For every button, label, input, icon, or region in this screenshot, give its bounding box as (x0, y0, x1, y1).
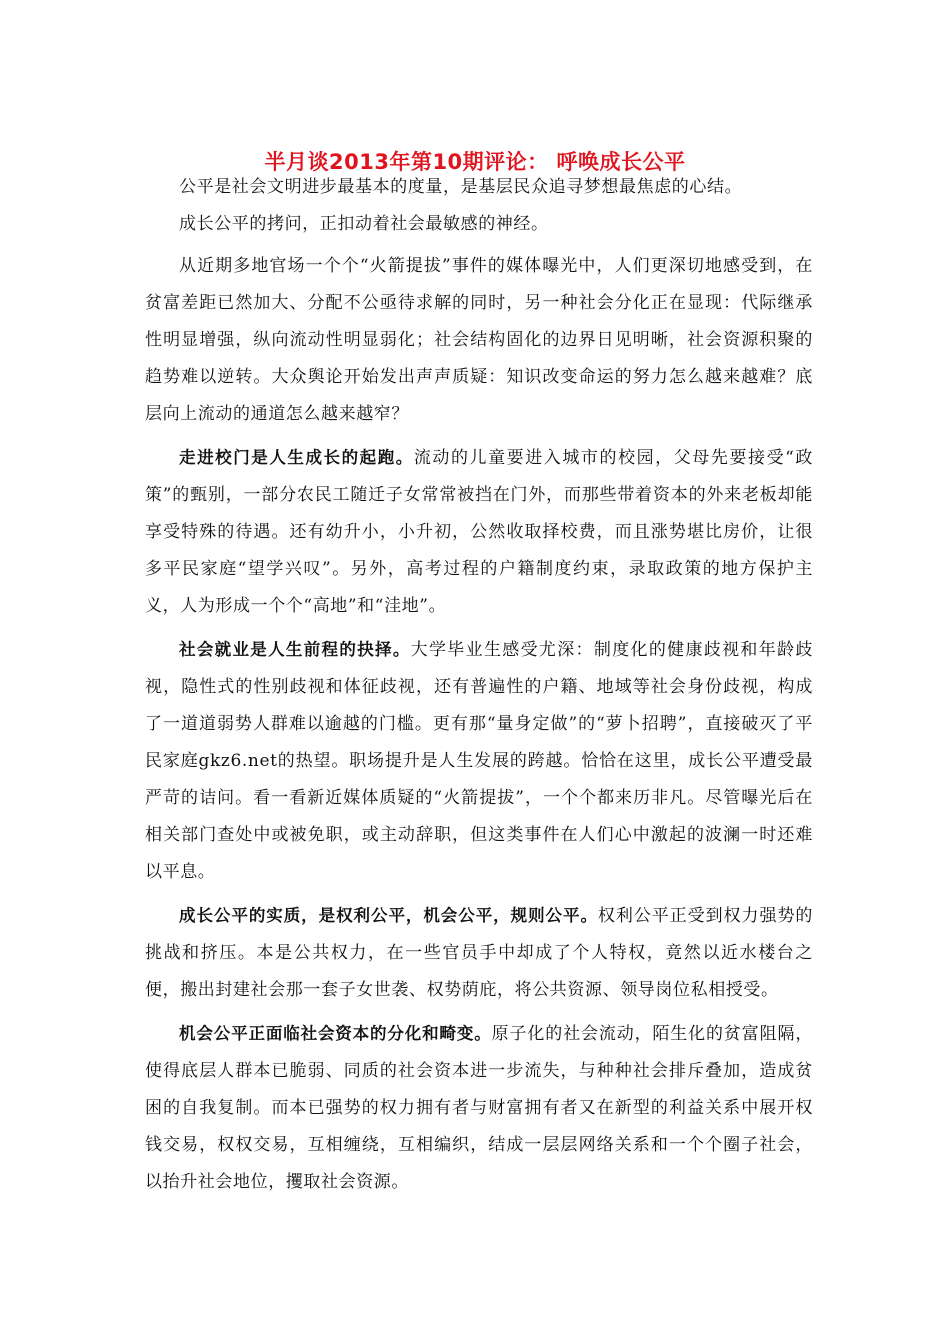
paragraph-2-text: 成长公平的拷问，正扣动着社会最敏感的神经。 (179, 214, 549, 234)
paragraph-3-text: 从近期多地官场一个个“火箭提拔”事件的媒体曝光中，人们更深切地感受到，在贫富差距已然加大、分配不公亟待求解的同时，另一种社会分化正在显现：代际继承性明显增强，纵向流动性明显弱化；社会结构固化的边界日见明晰，社会资源积聚的趋势难以逆转。大众舆论开始发出声声质疑：知识改变命运的努力怎么越来越难？底层向上流动的通道怎么越来越窄？ (145, 256, 813, 424)
paragraph-3 (145, 248, 813, 433)
paragraph-5 (145, 631, 813, 891)
paragraph-6 (145, 897, 813, 1009)
paragraph-1 (145, 174, 813, 200)
paragraph-6-text: 权利公平正受到权力强势的挑战和挤压。本是公共权力，在一些官员手中却成了个人特权，竟然以近水楼台之便，搬出封建社会那一套子女世袭、权势荫庇，将公共资源、领导岗位私相授受。 (145, 906, 814, 1000)
paragraph-2 (145, 211, 813, 237)
article-body (145, 174, 813, 1201)
paragraph-7-text: 原子化的社会流动，陌生化的贫富阻隔，使得底层人群本已脆弱、同质的社会资本进一步流失，与种种社会排斥叠加，造成贫困的自我复制。而本已强势的权力拥有者与财富拥有者又在新型的利益关系中展开权钱交易，权权交易，互相缠绕，互相编织，结成一层层网络关系和一个个圈子社会，以抬升社会地位，攫取社会资源。 (145, 1024, 813, 1192)
paragraph-7 (145, 1015, 813, 1201)
paragraph-1-text: 公平是社会文明进步最基本的度量，是基层民众追寻梦想最焦虑的心结。 (179, 177, 743, 197)
paragraph-4-text: 流动的儿童要进入城市的校园，父母先要接受“政策”的甄别，一部分农民工随迁子女常常被挡在门外，而那些带着资本的外来老板却能享受特殊的待遇。还有幼升小，小升初，公然收取择校费，而且涨势堪比房价，让很多平民家庭“望学兴叹”。另外，高考过程的户籍制度约束，录取政策的地方保护主义，人为形成一个个“高地”和“洼地”。 (145, 448, 813, 616)
paragraph-4-lead: 走进校门是人生成长的起跑。 (179, 448, 414, 467)
paragraph-4 (145, 439, 813, 625)
page-title: 半月谈2013年第10期评论： 呼唤成长公平 (264, 150, 686, 174)
paragraph-5-text: 大学毕业生感受尤深：制度化的健康歧视和年龄歧视，隐性式的性别歧视和体征歧视，还有普遍性的户籍、地域等社会身份歧视，构成了一道道弱势人群难以逾越的门槛。更有那“量身定做”的“萝卜招聘”，直接破灭了平民家庭gkz6.net的热望。职场提升是人生发展的跨越。恰恰在这里，成长公平遭受最严苛的诘问。看一看新近媒体质疑的“火箭提拔”，一个个都来历非凡。尽管曝光后在相关部门查处中或被免职，或主动辞职，但这类事件在人们心中激起的波澜一时还难以平息。 (145, 640, 813, 882)
paragraph-5-lead: 社会就业是人生前程的抉择。 (179, 640, 411, 659)
paragraph-7-lead: 机会公平正面临社会资本的分化和畸变。 (179, 1024, 492, 1043)
paragraph-6-lead: 成长公平的实质，是权利公平，机会公平，规则公平。 (179, 906, 598, 925)
